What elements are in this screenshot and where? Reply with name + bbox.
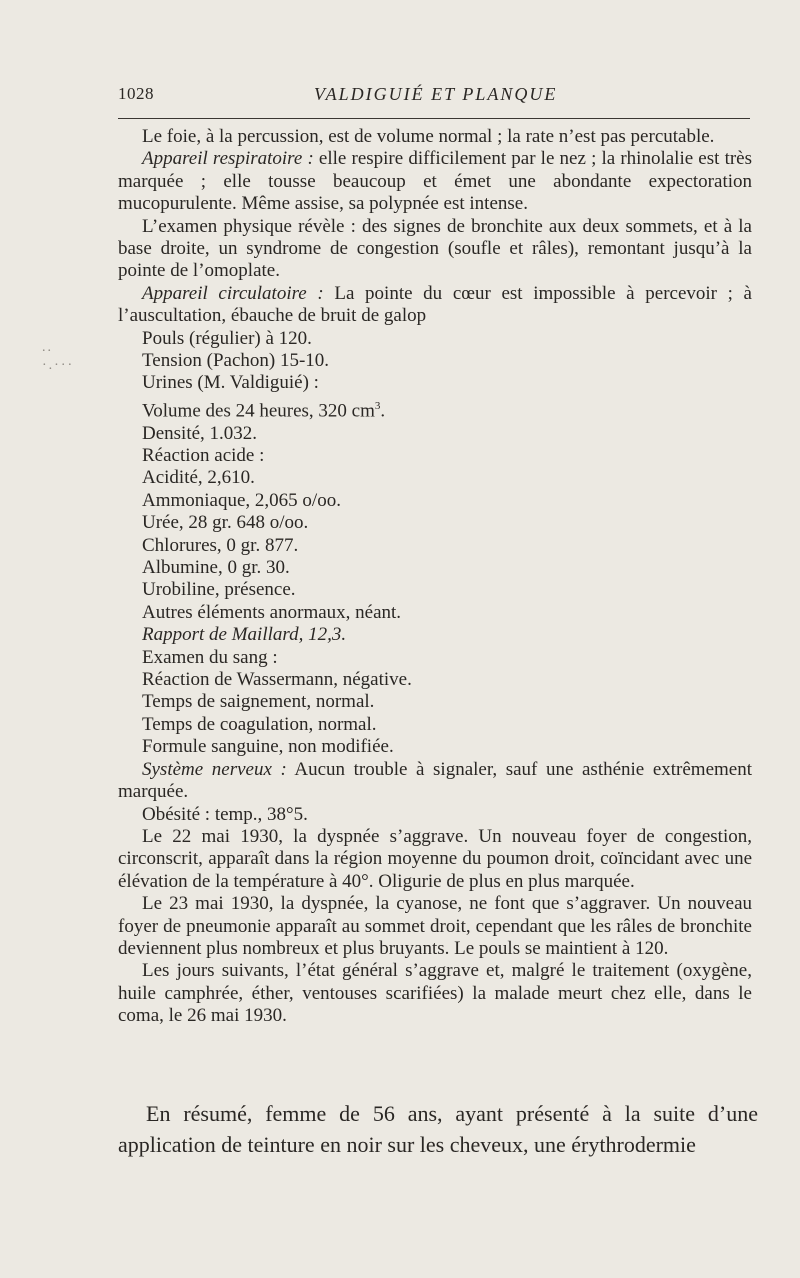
list-item-volume [118, 395, 752, 423]
paragraph-nervous [118, 759, 752, 804]
paragraph-respiratory-text: elle respire difficilement par le nez ; la rhinolalie est très marquée ; elle tousse beaucoup et émet une abondante expectoration mucopurulente. Même assise, sa polypnée est intense. [118, 148, 752, 215]
section-label-nervous: Système nerveux : [142, 758, 287, 780]
page-header [118, 84, 750, 108]
list-item: Acidité, 2,610. [142, 467, 255, 489]
paragraph-following-days: Les jours suivants, l’état général s’aggrave et, malgré le traitement (oxygène, huile camphrée, éther, ventouses scarifiées) la malade meurt chez elle, dans le coma, le 26 mai 1930. [118, 960, 752, 1027]
list-item: Urée, 28 gr. 648 o/oo. [142, 512, 309, 534]
list-item: Urines (M. Valdiguié) : [142, 372, 319, 394]
list-item-maillard: Rapport de Maillard, 12,3. [142, 624, 347, 646]
paragraph-may-23: Le 23 mai 1930, la dyspnée, la cyanose, ne font que s’aggraver. Un nouveau foyer de pneumonie apparaît au sommet droit, cependant que les râles de bronchite deviennent plus nombreux et plus bruyants. Le pouls se maintient à 120. [118, 893, 752, 959]
list-item: Albumine, 0 gr. 30. [142, 557, 290, 579]
paragraph-may-22: Le 22 mai 1930, la dyspnée s’aggrave. Un nouveau foyer de congestion, circonscrit, apparaît dans la région moyenne du poumon droit, coïncidant avec une élévation de la température à 40°. Oligurie de plus en plus marquée. [118, 825, 752, 892]
list-item: Densité, 1.032. [142, 422, 258, 444]
volume-text: Volume des 24 heures, 320 cm [142, 400, 375, 422]
volume-end: . [380, 400, 386, 422]
paragraph-liver: Le foie, à la percussion, est de volume normal ; la rate n’est pas percutable. [142, 126, 715, 147]
summary-section [118, 1098, 758, 1160]
paragraph-respiratory [118, 148, 752, 215]
list-item: Formule sanguine, non modifiée. [142, 736, 394, 758]
running-head: VALDIGUIÉ ET PLANQUE [314, 84, 558, 104]
list-item: Examen du sang : [142, 646, 278, 668]
list-item: Réaction acide : [142, 445, 265, 467]
list-item: Ammoniaque, 2,065 o/oo. [142, 489, 341, 511]
paragraph-nervous-text: Aucun trouble à signaler, sauf une asthénie extrêmement marquée. [118, 758, 752, 803]
margin-mark: .. [42, 340, 53, 355]
list-item: Réaction de Wassermann, négative. [142, 669, 412, 691]
volume-superscript: 3 [374, 399, 381, 412]
list-item: Autres éléments anormaux, néant. [142, 601, 402, 623]
list-item: Tension (Pachon) 15-10. [142, 350, 330, 372]
section-label-circulatory: Appareil circulatoire : [142, 282, 324, 304]
margin-mark: ·.··· [42, 358, 75, 373]
list-item-obesity: Obésité : temp., 38°5. [142, 803, 308, 825]
body-text [118, 126, 752, 1028]
paragraph-exam: L’examen physique révèle : des signes de bronchite aux deux sommets, et à la base droite, un syndrome de congestion (soufle et râles), remontant jusqu’à la pointe de l’omoplate. [118, 215, 752, 282]
list-item: Temps de coagulation, normal. [142, 713, 377, 735]
page-number: 1028 [118, 84, 154, 103]
list-item: Temps de saignement, normal. [142, 691, 375, 713]
list-item: Urobiline, présence. [142, 579, 296, 601]
paragraph-circulatory-text: La pointe du cœur est impossible à percevoir ; à l’auscultation, ébauche de bruit de galop [118, 282, 752, 327]
list-item: Pouls (régulier) à 120. [142, 327, 312, 349]
header-rule [118, 118, 750, 119]
summary-paragraph: En résumé, femme de 56 ans, ayant présenté à la suite d’une application de teinture en noir sur les cheveux, une érythrodermie [118, 1101, 758, 1157]
paragraph-circulatory [118, 283, 752, 328]
section-label-respiratory: Appareil respiratoire : [142, 148, 314, 170]
list-item: Chlorures, 0 gr. 877. [142, 534, 299, 556]
